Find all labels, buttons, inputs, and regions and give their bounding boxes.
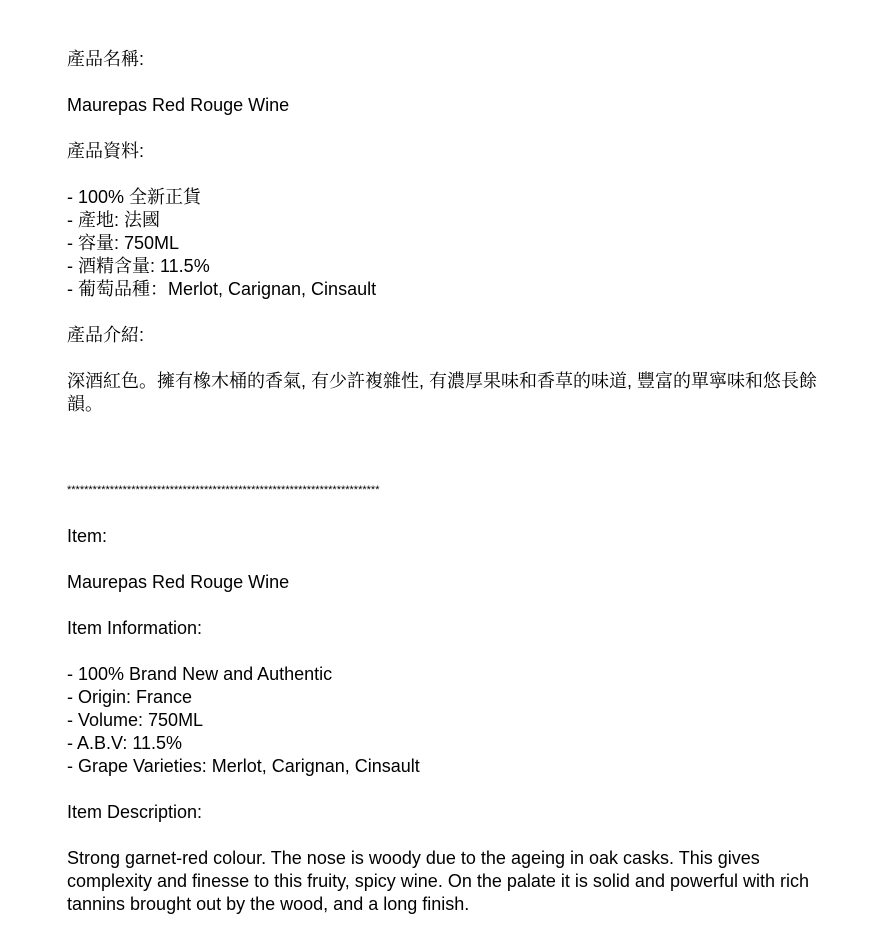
zh-name-value: Maurepas Red Rouge Wine (67, 95, 290, 115)
spacer (67, 824, 837, 847)
spacer (67, 163, 837, 186)
en-info-item-origin: - Origin: France (67, 687, 193, 707)
spacer (67, 548, 837, 571)
spacer (67, 594, 837, 617)
spacer (67, 301, 837, 324)
zh-intro-heading: 產品介紹: (67, 325, 145, 345)
spacer (67, 71, 837, 94)
spacer (67, 416, 837, 456)
zh-info-item-grapes: - 葡萄品種：Merlot, Carignan, Cinsault (67, 279, 377, 299)
en-info-item-volume: - Volume: 750ML (67, 710, 204, 730)
en-info-item-abv: - A.B.V: 11.5% (67, 733, 183, 753)
zh-info-heading: 產品資料: (67, 141, 145, 161)
zh-info-list (67, 186, 837, 301)
en-item-heading: Item: (67, 526, 108, 546)
en-item-value: Maurepas Red Rouge Wine (67, 572, 290, 592)
english-section (67, 525, 837, 916)
spacer (67, 456, 837, 479)
spacer (67, 640, 837, 663)
spacer (67, 117, 837, 140)
zh-intro-text: 深酒紅色。擁有橡木桶的香氣, 有少許複雜性, 有濃厚果味和香草的味道, 豐富的單寧味和悠長餘韻。 (67, 371, 818, 414)
chinese-section (67, 48, 837, 416)
spacer (67, 347, 837, 370)
en-info-item-authentic: - 100% Brand New and Authentic (67, 664, 333, 684)
spacer (67, 502, 837, 525)
zh-info-item-volume: - 容量: 750ML (67, 233, 180, 253)
zh-info-item-origin: - 產地: 法國 (67, 210, 160, 230)
en-desc-text: Strong garnet-red colour. The nose is woody due to the ageing in oak casks. This gives complexity and finesse to this fruity, spicy wine. On the palate it is solid and powerful with rich tannins brought out by the wood, and a long finish. (67, 848, 810, 914)
zh-name-heading: 產品名稱: (67, 49, 145, 69)
section-divider: ************************************************************************* (67, 484, 380, 496)
product-description-document (67, 48, 837, 916)
en-desc-heading: Item Description: (67, 802, 203, 822)
spacer (67, 778, 837, 801)
en-info-list (67, 663, 837, 778)
zh-info-item-abv: - 酒精含量: 11.5% (67, 256, 210, 276)
zh-info-item-authentic: - 100% 全新正貨 (67, 187, 202, 207)
en-info-heading: Item Information: (67, 618, 203, 638)
en-info-item-grapes: - Grape Varieties: Merlot, Carignan, Cinsault (67, 756, 420, 776)
